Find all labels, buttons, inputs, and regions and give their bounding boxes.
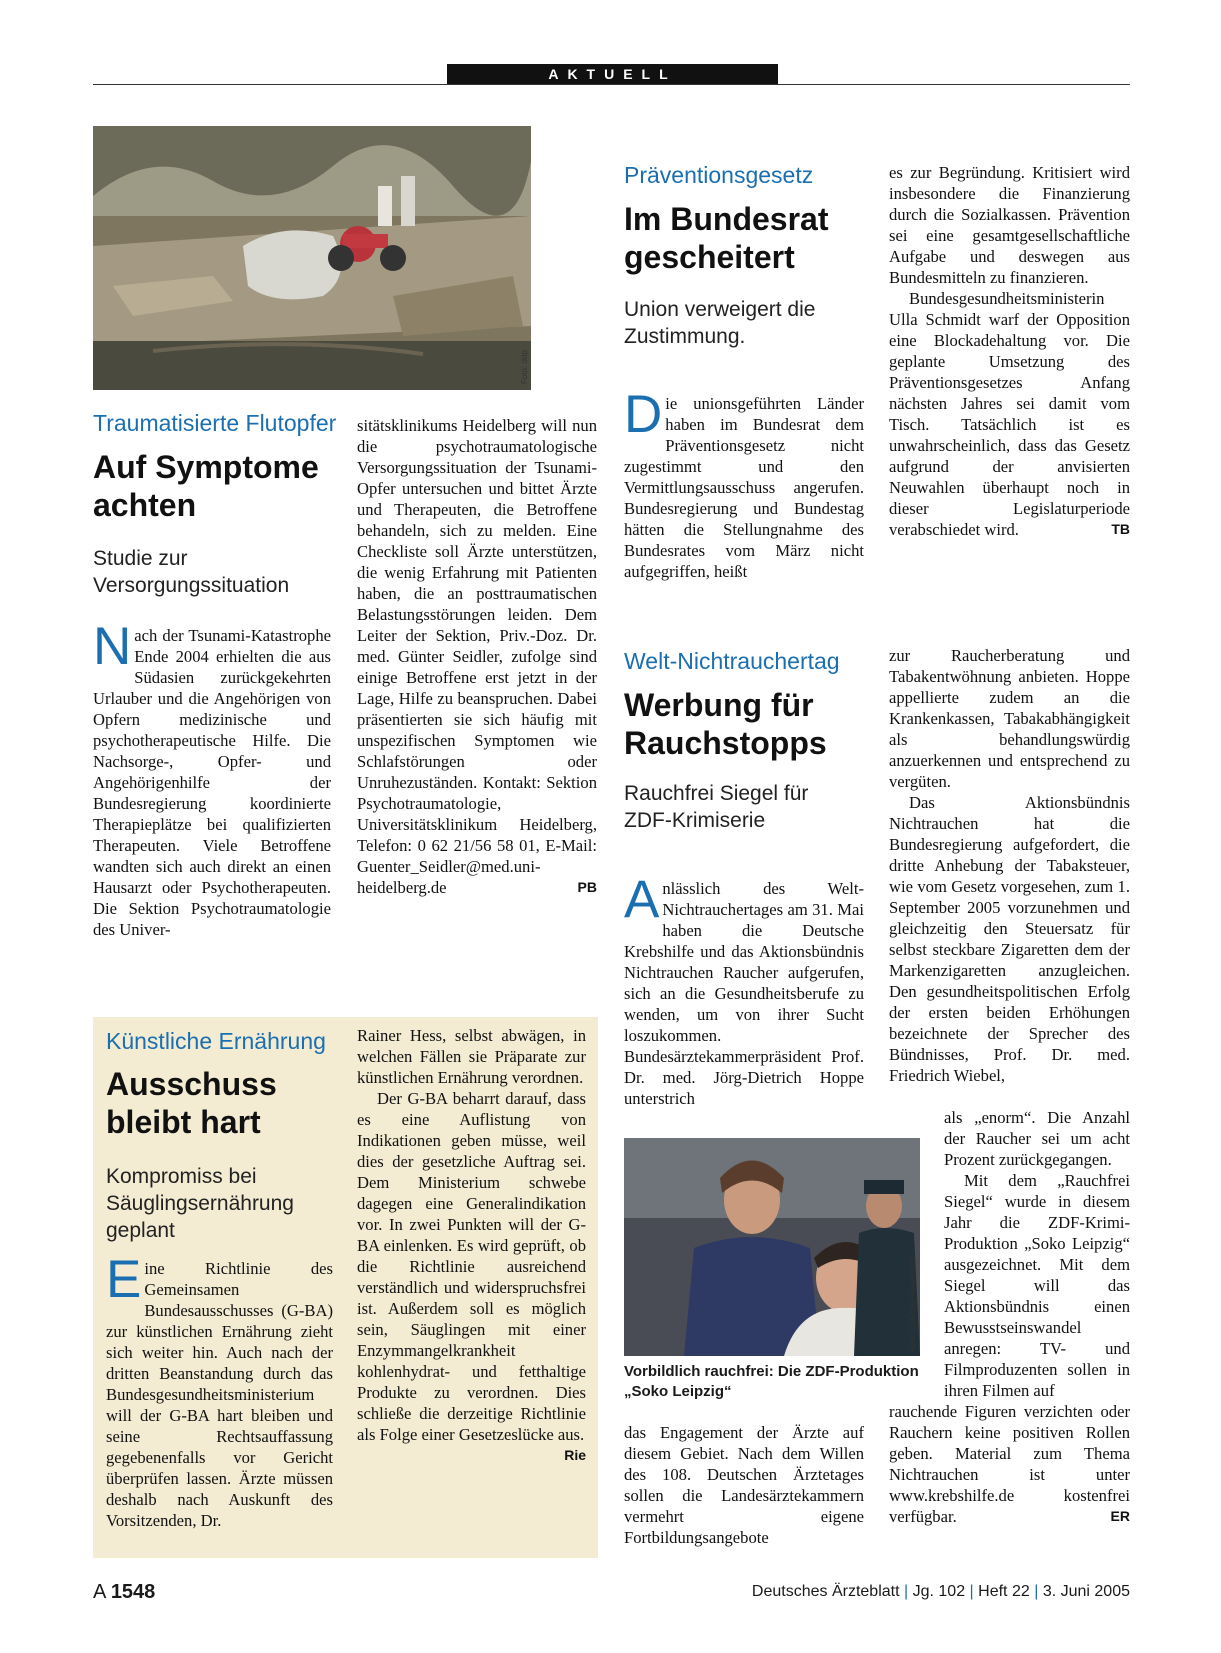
article1-subtitle: Studie zur Versorgungssituation: [93, 547, 290, 597]
header-rule: [93, 84, 1130, 85]
article3-col1-text: nlässlich des Welt-Nichtrauchertages am 31. Mai haben die Deutsche Krebshilfe und das Aktionsbündnis Nichtrauchen Raucher aufgerufen, sich an die Gesundheitsberufe zu wenden, um von ihrer Sucht loszukommen. Bundesärztekammerpräsident Prof. Dr. med. Jörg-Dietrich Hoppe unterstrich: [624, 879, 864, 1108]
article1-col2-text: sitätsklinikums Heidelberg will nun die psychotraumatologische Versorgungssituation der Tsunami-Opfer untersuchen und bittet Ärzte und Therapeuten, die Betroffene behandeln, sich zu melden. Eine Checkliste soll Ärzte unterstützen, die wenig Erfahrung mit Patienten haben, die an posttraumatischen Belastungsstörungen leiden. Dem Leiter der Sektion, Priv.-Doz. Dr. med. Günter Seidler, zufolge sind einige Betroffene erst jetzt in der Lage, Hilfe zu beanspruchen. Dabei präsentierten sie sich häufig mit unspezifischen Symptomen wie Schlafstörungen oder Unruhezuständen. Kontakt: Sektion Psychotraumatologie, Universitätsklinikum Heidelberg, Telefon: 0 62 21/56 58 01, E-Mail: Guenter_Seidler@med.uni-heidelberg.de: [357, 416, 597, 897]
article2-subtitle: Union verweigert die Zustimmung.: [624, 298, 816, 348]
article3-subtitle: Rauchfrei Siegel für ZDF-Krimiserie: [624, 782, 809, 832]
article4-col2-p2: Der G-BA beharrt darauf, dass es eine Auflistung von Indikationen geben müsse, weil dies der gesetzliche Auftrag sei. Dem Ministerium schwebe dagegen eine Generalindikation vor. In zwei Punkten will der G-BA einlenken. Es wird geprüft, ob die Richtlinie ausreichend verständlich und widerspruchsfrei ist. Außerdem soll es möglich sein, Säuglingen mit einer Enzymmangelkrankheit kohlenhydrat- und fetthaltige Produkte zu verordnen. Dies schließe die derzeitige Richtlinie als Folge einer Gesetzeslücke aus.: [357, 1089, 586, 1444]
article3-col2-end: [889, 1401, 1130, 1527]
article3-col2-p3: Mit dem „Rauchfrei Siegel“ wurde in diesem Jahr die ZDF-Krimi-Produktion „Soko Leipzig“ ausgezeichnet. Mit dem Siegel will das Aktionsbündnis einen Bewusstseinswandel anregen: TV- und Filmproduzenten sollen in ihren Filmen auf: [944, 1171, 1130, 1400]
article1-col1-text: ach der Tsunami-Katastrophe Ende 2004 erhielten die aus Südasien zurückgekehrten Urlauber und die Angehörigen von Opfern medizinische und psychotherapeutische Hilfe. Die Nachsorge-, Opfer- und Angehörigenhilfe der Bundesregierung koordinierte Therapieplätze bei qualifizierten Therapeuten. Viele Betroffene wandten sich auch direkt an einen Hausarzt oder Psychotherapeuten. Die Sektion Psychotraumatologie des Univer-: [93, 626, 331, 939]
journal-date: 3. Juni 2005: [1042, 1583, 1130, 1600]
article3-col2-wrap: [944, 1107, 1130, 1401]
article4-kicker: Künstliche Ernährung: [106, 1028, 326, 1054]
article4-col2: [357, 1025, 586, 1466]
article3-col2-p1: zur Raucherberatung und Tabakentwöhnung anbieten. Hoppe appellierte zudem an die Krankenkassen, Tabakabhängigkeit als behandlungswürdig anzuerkennen und entsprechend zu vergüten.: [889, 646, 1130, 791]
article3-col1-bottom: [624, 1422, 864, 1548]
article4-col2-p1: Rainer Hess, selbst abwägen, in welchen Fällen sie Präparate zur künstlichen Ernährung verordnen.: [357, 1026, 586, 1087]
page-number: [93, 1581, 155, 1604]
article2-col2-p2: Bundesgesundheitsministerin Ulla Schmidt warf der Opposition eine Blockadehaltung vor. Die geplante Umsetzung des Präventionsgesetzes Anfang nächsten Jahres sei damit vom Tisch. Tatsächlich ist es unwahrscheinlich, dass das Gesetz aufgrund der anvisierten Neuwahlen überhaupt noch in dieser Legislaturperiode verabschiedet wird.: [889, 289, 1130, 539]
article4-col1-text: ine Richtlinie des Gemeinsamen Bundesausschusses (G-BA) zur künstlichen Ernährung zieht sich weiter hin. Auch nach der dritten Beanstandung durch das Bundesgesundheitsministerium will der G-BA hart bleiben und seine Rechtsauffassung gegebenenfalls vor Gericht überprüfen lassen. Ärzte müssen deshalb nach Auskunft des Vorsitzenden, Dr.: [106, 1259, 333, 1530]
article4-signature: Rie: [564, 1447, 586, 1463]
journal-info: Deutsches Ärzteblatt | Jg. 102 | Heft 22 | 3. Juni 2005: [751, 1583, 1130, 1600]
photo-caption: Vorbildlich rauchfrei: Die ZDF-Produktion „Soko Leipzig“: [624, 1363, 919, 1400]
article3-headline: Werbung für Rauchstopps: [624, 687, 827, 761]
article4-col1: [106, 1250, 333, 1531]
article2-kicker: Präventionsgesetz: [624, 162, 814, 188]
article1-col1: [93, 617, 331, 940]
article2-col2-p1: es zur Begründung. Kritisiert wird insbesondere die Finanzierung durch die Sozialkassen. Prävention sei eine gesamtgesellschaftliche Aufgabe und deswegen aus Bundesmitteln zu finanzieren.: [889, 163, 1130, 287]
page-number-value: 1548: [110, 1581, 156, 1603]
article3-col2-p2b: als „enorm“. Die Anzahl der Raucher sei um acht Prozent zurückgegangen.: [944, 1108, 1130, 1169]
soko-leipzig-photo: [624, 1138, 920, 1356]
dropcap: A: [624, 870, 660, 929]
article3-kicker: Welt-Nichtrauchertag: [624, 648, 840, 674]
article2-col1: [624, 385, 864, 582]
article3-col1-top: [624, 870, 864, 1109]
article3-col2-p2: Das Aktionsbündnis Nichtrauchen hat die Bundesregierung aufgefordert, die dritte Anhebung der Tabaksteuer, wie vom Gesetz vorgesehen, zum 1. September 2005 vorzunehmen und gleichzeitig den Steuersatz für selbst steckbare Zigaretten dem der Markenzigaretten anzugleichen. Den gesundheitspolitischen Erfolg der ersten beiden Erhöhungen bezeichnete der Sprecher des Bündnisses, Prof. Dr. med. Friedrich Wiebel,: [889, 793, 1130, 1085]
article4-subtitle: Kompromiss bei Säuglingsernährung geplant: [106, 1165, 294, 1242]
article3-col2-p3b: rauchende Figuren verzichten oder Rauchern keine positiven Rollen geben. Material zum Thema Nichtrauchen ist unter www.krebshilfe.de kostenfrei verfügbar.: [889, 1402, 1130, 1526]
dropcap: N: [93, 617, 132, 676]
article2-col1-text: ie unionsgeführten Länder haben im Bundesrat dem Präventionsgesetz nicht zugestimmt und den Vermittlungsausschuss angerufen. Bundesregierung und Bundestag hätten die Stellungnahme des Bundesrates vom März nicht aufgegriffen, heißt: [624, 394, 864, 581]
article1-col2: [357, 415, 597, 898]
journal-volume: Jg. 102: [912, 1583, 966, 1600]
article1-kicker: Traumatisierte Flutopfer: [93, 410, 337, 436]
dropcap: D: [624, 385, 663, 444]
journal-name: Deutsches Ärzteblatt: [751, 1583, 900, 1600]
article3-signature: ER: [1110, 1508, 1130, 1524]
article2-signature: TB: [1111, 521, 1130, 537]
article2-headline: Im Bundesrat gescheitert: [624, 201, 829, 275]
tsunami-photo: [93, 126, 531, 390]
article1-signature: PB: [577, 879, 597, 895]
journal-issue: Heft 22: [978, 1583, 1030, 1600]
article2-col2: [889, 162, 1130, 540]
article3-col2: [889, 645, 1130, 1086]
page-prefix: A: [93, 1581, 106, 1603]
photo-credit: Foto: ZDF/Uwe Frauendorf: [908, 1256, 917, 1352]
article1-headline: Auf Symptome achten: [93, 449, 319, 523]
photo-credit: Foto: ddp: [520, 350, 529, 384]
article4-headline: Ausschuss bleibt hart: [106, 1066, 277, 1140]
article3-col1-bottom-text: das Engagement der Ärzte auf diesem Gebiet. Nach dem Willen des 108. Deutschen Ärztetages sollen die Landesärztekammern vermehrt eigene Fortbildungsangebote: [624, 1423, 864, 1547]
section-label: AKTUELL: [447, 64, 778, 85]
dropcap: E: [106, 1250, 142, 1309]
